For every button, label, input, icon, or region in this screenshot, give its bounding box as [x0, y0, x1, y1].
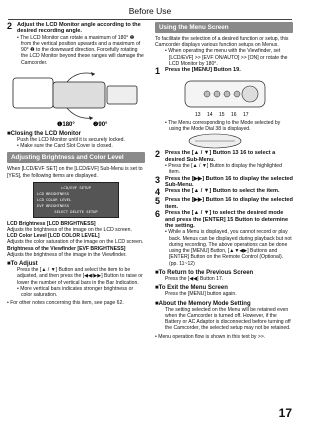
angle-180-label: ❶180°: [57, 121, 75, 128]
button-label: 16: [231, 112, 237, 119]
step-3: [155, 176, 293, 189]
step-title: Press the [▶▶] Button 16 to display the selected Sub-Menu.: [165, 175, 293, 189]
mode-dial-illustration: [155, 132, 293, 150]
button-label: 15: [219, 112, 225, 119]
step-number: 3: [155, 174, 161, 185]
adjust-bullet: • More vertical bars indicates stronger brightness or color saturation.: [17, 285, 134, 299]
step-title: Press the [▲ / ▼] to select the desired mode and press the [ENTER] 15 Button to determine the setting.: [165, 210, 289, 230]
exit-text: Press the [MENU] button again.: [165, 291, 237, 298]
term-text: Adjusts the brightness of the image in the Viewfinder.: [7, 251, 127, 258]
intro-bullet: • When operating the menu with the Viewfinder, set [LCD/EVF] >> [EVF ON/AUTO] >> [ON] or rotate the LCD Monitor by 180°.: [165, 48, 288, 67]
angle-90-label: ❷90°: [93, 121, 108, 128]
step-1: [155, 67, 293, 76]
step-bullet: • The Menu corresponding to the Mode selected by using the Mode Dial 38 is displayed.: [165, 120, 281, 133]
step-5: [155, 197, 293, 210]
menu-item: LCD BRIGHTNESS: [37, 190, 70, 196]
memory-title: ■About the Memory Mode Setting: [155, 300, 251, 307]
menu-title: LCD/EVF SETUP: [61, 184, 91, 190]
step-number: 2: [155, 149, 161, 160]
section-banner: Using the Menu Screen: [155, 22, 293, 33]
step-number: 6: [155, 209, 161, 220]
step-2: [7, 22, 145, 35]
return-text: Press the [◀◀] Button 17.: [165, 275, 224, 282]
memory-text: The setting selected on the Menu will be retained even when the Camcorder is turned off. However, if the Battery or AC Adaptor is disconnected before turning off the Camcorder, the selected setup may not be retained.: [165, 306, 291, 332]
intro-text: To facilitate the selection of a desired function or setup, this Camcorder displays various function setups on Menus.: [155, 36, 289, 49]
button-label: 14: [207, 112, 213, 119]
step-title: Adjust the LCD Monitor angle according to the desired recording angle.: [17, 22, 141, 35]
step-2: [155, 150, 293, 163]
other-note: • For other notes concerning this item, see page 62.: [7, 300, 124, 307]
step-number: 5: [155, 196, 161, 207]
return-title: ■To Return to the Previous Screen: [155, 269, 254, 276]
term-title: Brightness of the Viewfinder [EVF BRIGHTNESS]: [7, 245, 126, 252]
step-title: Press the [▶▶] Button 16 to display the selected item.: [165, 197, 293, 210]
menu-footer: SELECT DELETE SETUP: [54, 208, 98, 214]
step-title: Press the [▲ / ▼] Button 13 16 to select a desired Sub-Menu.: [165, 150, 276, 163]
term-text: Adjusts the brightness of the image on the LCD screen.: [7, 227, 132, 234]
intro-text: When [LCD/EVF SET] on the [LCD/EVF] Sub-Menu is set to [YES], the following items are displayed.: [7, 166, 143, 179]
page-header: Before Use: [128, 6, 172, 16]
exit-title: ■To Exit the Menu Screen: [155, 285, 228, 292]
step-title: Press the [▲ / ▼] Button to select the item.: [165, 188, 280, 195]
step-number: 1: [155, 66, 161, 77]
step-title: Press the [MENU] Button 19.: [165, 67, 241, 74]
term-title: LCD Brightness [LCD BRIGHTNESS]: [7, 220, 96, 227]
left-column: [7, 22, 145, 306]
closing-title: ■Closing the LCD Monitor: [7, 130, 81, 137]
menu-screen-illustration: [33, 182, 119, 218]
adjust-text: Press the [▲ / ▼] Button and select the item to be adjusted, and then press the [◀◀/▶▶] Button to raise or lower the number of vertical bars in the Bar Indication.: [17, 267, 143, 286]
step-number: 2: [7, 21, 13, 31]
menu-item: EVF BRIGHTNESS: [37, 202, 70, 208]
closing-text: Push the LCD Monitor until it is securely locked.: [17, 137, 125, 144]
step-6: [155, 210, 293, 229]
section-banner: Adjusting Brightness and Color Level: [7, 152, 145, 163]
button-label: 13: [195, 112, 201, 119]
step-number: 4: [155, 187, 161, 198]
menu-item: LCD COLOR LEVEL: [37, 196, 72, 202]
button-label: 17: [243, 112, 249, 119]
lcd-rotation-illustration: [7, 68, 145, 128]
camcorder-buttons-illustration: [155, 77, 293, 119]
closing-bullet: • Make sure the Card Slot Cover is closed.: [17, 143, 113, 150]
adjust-title: ■To Adjust: [7, 261, 38, 268]
right-column: [155, 22, 293, 340]
step-bullet: • The LCD Monitor can rotate a maximum of 180° ❶ from the vertical position upwards and a maximum of 90° ❷ to the downward direction. Forcefully rotating the LCD Monitor beyond these ranges will damage the Camcorder.: [17, 34, 144, 66]
step-bullet: • Press the [▲ / ▼] Button to display the highlighted item.: [165, 163, 282, 176]
term-text: Adjusts the color saturation of the image on the LCD screen.: [7, 239, 144, 246]
note: • While a Menu is displayed, you cannot record or play back. Menus can be displayed during playback but not during recording. The above operations can be done using the [MENU] Button, [▲▼◀▶] Buttons and [ENTER] Button on the Remote Control (Optional). (pp. 11~12): [165, 229, 292, 267]
term-title: LCD Color Level [LCD COLOR LEVEL]: [7, 233, 100, 240]
page-number: 17: [278, 406, 292, 420]
footer-note: • Menu operation flow is shown in this text by >>.: [155, 333, 266, 340]
